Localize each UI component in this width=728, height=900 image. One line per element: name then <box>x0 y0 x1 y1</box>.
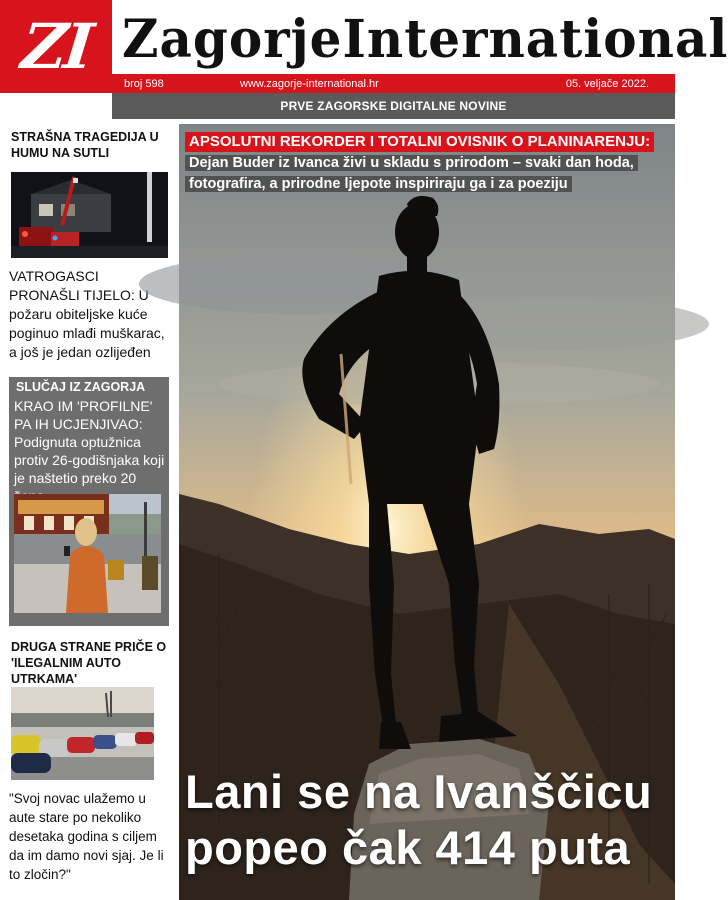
lead-headline[interactable]: Lani se na Ivanščicu popeo čak 414 puta <box>185 765 653 874</box>
story3-text[interactable]: "Svoj novac ulažemo u aute stare po nekoliko desetaka godina s ciljem da im damo novi sjaj. Je li to zločin?" <box>9 791 164 882</box>
story1-text[interactable]: VATROGASCI PRONAŠLI TIJELO: U požaru obiteljske kuće poginuo mlađi muškarac, a još je jedan ozlijeđen <box>9 268 165 360</box>
issue-number: broj 598 <box>124 77 164 90</box>
story2-text: KRAO IM 'PROFILNE' PA IH UCJENJIVAO: Podignuta optužnica protiv 26-godišnjaka koji je naštetio preko 20 <box>14 398 165 486</box>
lead-deck-container <box>185 153 669 195</box>
issue-date: 05. veljače 2022. <box>565 77 649 90</box>
newspaper-title <box>122 2 728 74</box>
tagline-bar <box>112 93 675 119</box>
logo-text: ZI <box>18 10 94 83</box>
cars-parking-image <box>11 687 154 780</box>
logo[interactable] <box>0 0 112 93</box>
story3-kicker[interactable]: DRUGA STRANE PRIČE O 'ILEGALNIM AUTO UTRKAMA' <box>11 640 167 686</box>
woman-phone-image <box>14 494 161 613</box>
info-bar <box>112 74 675 93</box>
story1-thumbnail[interactable] <box>11 172 168 258</box>
title-left: Zagorje <box>122 7 343 69</box>
title-right: International <box>342 7 728 69</box>
lead-deck: Dejan Buder iz Ivanca živi u skladu s prirodom – svaki dan hoda, fotografira, a prirodne ljepote inspiriraju ga i za poeziju <box>185 155 638 192</box>
tagline: PRVE ZAGORSKE DIGITALNE NOVINE <box>280 99 507 113</box>
fire-scene-image <box>11 172 168 258</box>
story1-kicker[interactable]: STRAŠNA TRAGEDIJA U HUMU NA SUTLI <box>11 130 159 160</box>
website-link[interactable]: www.zagorje-international.hr <box>240 77 379 90</box>
sidebar <box>0 119 172 900</box>
lead-kicker: APSOLUTNI REKORDER I TOTALNI OVISNIK O PLANINARENJU: <box>185 132 654 152</box>
story2-thumbnail[interactable] <box>14 494 161 613</box>
story3-thumbnail[interactable] <box>11 687 154 780</box>
story2-kicker: SLUČAJ IZ ZAGORJA <box>16 380 146 394</box>
lead-story[interactable] <box>179 124 675 900</box>
story2-box[interactable] <box>9 377 169 626</box>
